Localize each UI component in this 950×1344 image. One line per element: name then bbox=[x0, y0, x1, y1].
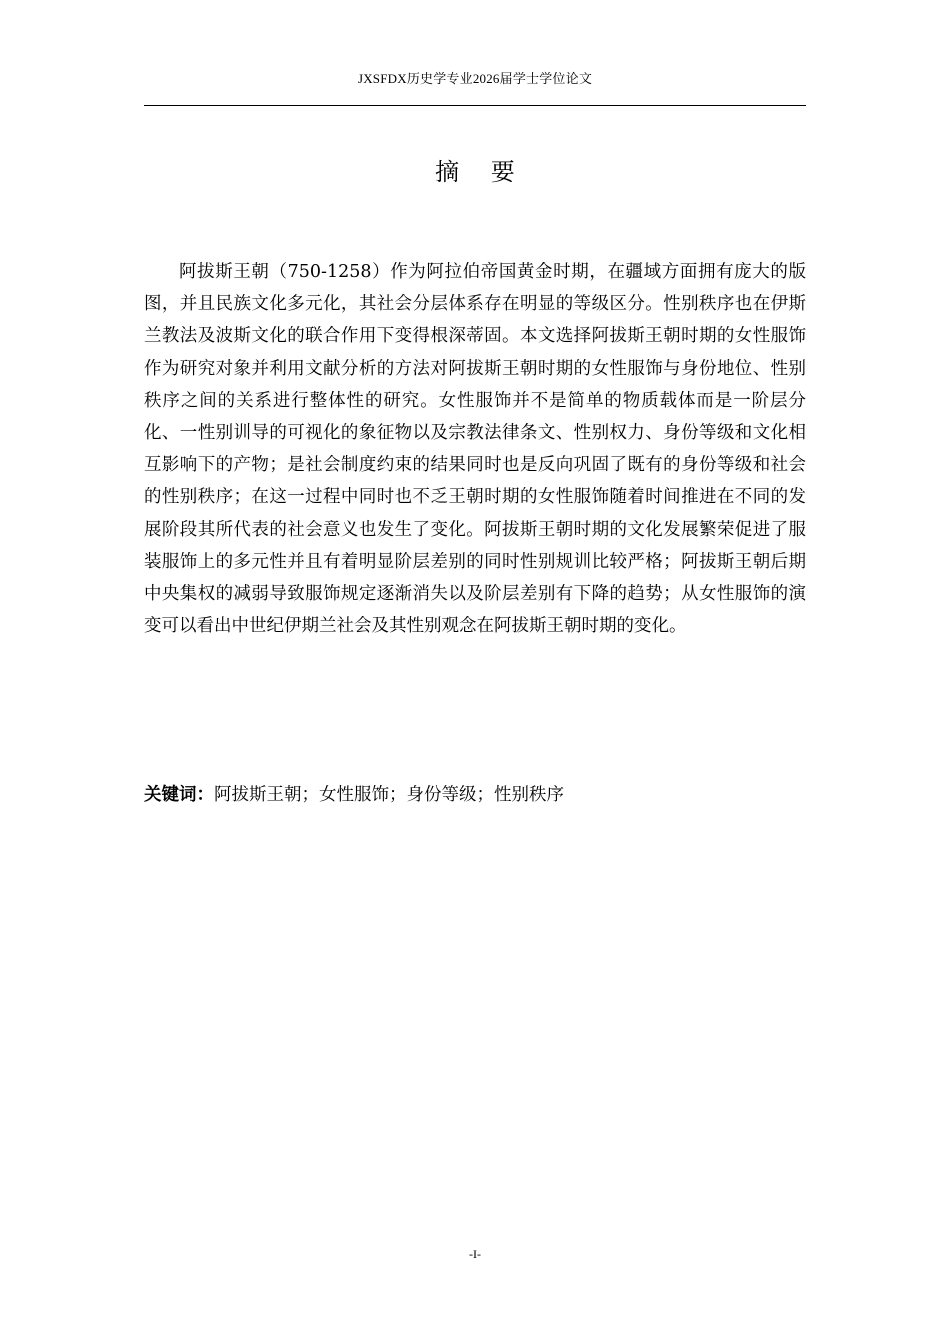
abstract-paragraph: 阿拔斯王朝（750-1258）作为阿拉伯帝国黄金时期，在疆域方面拥有庞大的版图，并且民族文化多元化，其社会分层体系存在明显的等级区分。性别秩序也在伊斯兰教法及波斯文化的联合作用下变得根深蒂固。本文选择阿拔斯王朝时期的女性服饰作为研究对象并利用文献分析的方法对阿拔斯王朝时期的女性服饰与身份地位、性别秩序之间的关系进行整体性的研究。女性服饰并不是简单的物质载体而是一阶层分化、一性别训导的可视化的象征物以及宗教法律条文、性别权力、身份等级和文化相互影响下的产物；是社会制度约束的结果同时也是反向巩固了既有的身份等级和社会的性别秩序；在这一过程中同时也不乏王朝时期的女性服饰随着时间推进在不同的发展阶段其所代表的社会意义也发生了变化。阿拔斯王朝时期的文化发展繁荣促进了服装服饰上的多元性并且有着明显阶层差别的同时性别规训比较严格；阿拔斯王朝后期中央集权的减弱导致服饰规定逐渐消失以及阶层差别有下降的趋势；从女性服饰的演变可以看出中世纪伊期兰社会及其性别观念在阿拔斯王朝时期的变化。 bbox=[144, 262, 806, 637]
running-header: JXSFDX历史学专业2026届学士学位论文 bbox=[357, 71, 593, 86]
keywords-line bbox=[144, 780, 806, 810]
keywords-value: 阿拔斯王朝；女性服饰；身份等级；性别秩序 bbox=[214, 785, 564, 805]
header-divider bbox=[144, 105, 806, 106]
page-title: 摘 要 bbox=[435, 158, 527, 186]
keywords-label: 关键词： bbox=[144, 785, 214, 805]
page-number: -I- bbox=[469, 1247, 481, 1261]
